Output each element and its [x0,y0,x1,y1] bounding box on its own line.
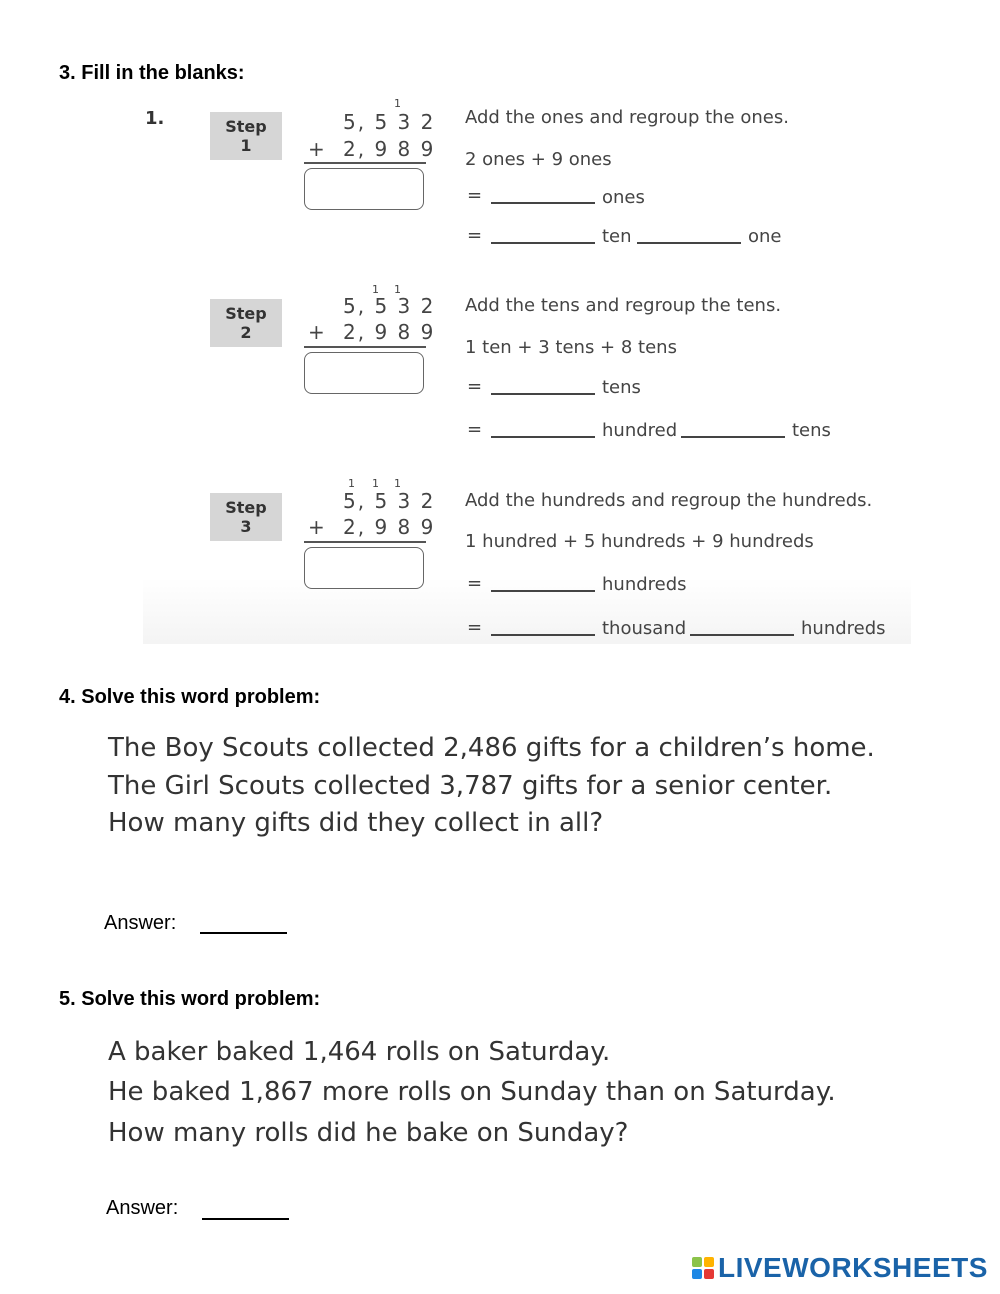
step-1-plus-sign: + [308,137,327,161]
answer-5-input[interactable] [202,1218,289,1220]
step-2-sum-rule [304,346,426,348]
step-3-expression: 1 hundred + 5 hundreds + 9 hundreds [465,531,814,552]
step-1-sum-rule [304,162,426,164]
step-1-equals-2: = [467,225,483,246]
step-2-plus-sign: + [308,320,327,344]
word-problem-5-line-1: A baker baked 1,464 rolls on Saturday. [108,1037,611,1067]
problem-number: 1. [145,108,165,129]
step-3-answer-box[interactable] [304,547,424,589]
step-2-equals-2: = [467,419,483,440]
step-3-unit-hundreds: hundreds [602,574,687,595]
word-problem-5-line-3: How many rolls did he bake on Sunday? [108,1118,629,1148]
step-3-blank-hundreds-2[interactable] [690,634,794,636]
step-3-carry-hundreds: 1 [372,477,379,490]
step-1-unit-one: one [748,226,782,247]
step-3-blank-hundreds[interactable] [491,590,595,592]
section-3-heading: 3. Fill in the blanks: [59,62,245,84]
step-2-blank-hundred[interactable] [491,436,595,438]
step-3-label: Step 3 [210,493,282,541]
step-2-unit-hundred: hundred [602,420,678,441]
step-1-blank-one[interactable] [637,242,741,244]
logo-square [692,1257,702,1267]
step-2-addend-1: 5, 5 3 2 [343,294,436,318]
step-3-carry-tens: 1 [394,477,401,490]
regrouping-panel [143,92,911,644]
logo-square [692,1269,702,1279]
step-2-blank-tens[interactable] [491,393,595,395]
step-1-blank-ten[interactable] [491,242,595,244]
step-2-carry-hundreds: 1 [372,283,379,296]
step-3-unit-thousand: thousand [602,618,687,639]
step-3-addend-2: 2, 9 8 9 [343,515,436,539]
step-2-addend-2: 2, 9 8 9 [343,320,436,344]
word-problem-4-line-1: The Boy Scouts collected 2,486 gifts for a children’s home. [108,733,875,763]
step-1-expression: 2 ones + 9 ones [465,149,612,170]
step-1-unit-ones: ones [602,187,645,208]
step-2-unit-tens: tens [602,377,641,398]
step-3-carry-thousands: 1 [348,477,355,490]
step-3-instruction: Add the hundreds and regroup the hundreds. [465,490,873,511]
logo-text: LIVEWORKSHEETS [718,1252,988,1283]
step-3-sum-rule [304,541,426,543]
step-2-equals-1: = [467,376,483,397]
step-1-unit-ten: ten [602,226,632,247]
step-1-instruction: Add the ones and regroup the ones. [465,107,789,128]
word-problem-5-line-2: He baked 1,867 more rolls on Sunday than on Saturday. [108,1077,836,1107]
step-1-addend-2: 2, 9 8 9 [343,137,436,161]
step-3-equals-2: = [467,617,483,638]
liveworksheets-logo [692,1252,988,1284]
step-2-expression: 1 ten + 3 tens + 8 tens [465,337,677,358]
step-1-blank-ones[interactable] [491,202,595,204]
answer-4-input[interactable] [200,932,287,934]
logo-square [704,1269,714,1279]
logo-grid-icon [692,1257,714,1279]
logo-square [704,1257,714,1267]
step-1-label: Step 1 [210,112,282,160]
step-3-blank-thousand[interactable] [491,634,595,636]
step-1-equals-1: = [467,185,483,206]
step-1-addend-1: 5, 5 3 2 [343,110,436,134]
step-2-label: Step 2 [210,299,282,347]
step-2-unit-tens-2: tens [792,420,831,441]
step-3-equals-1: = [467,573,483,594]
answer-4-label: Answer: [104,912,177,934]
step-2-instruction: Add the tens and regroup the tens. [465,295,782,316]
step-1-carry-tens: 1 [394,97,401,110]
word-problem-4-line-3: How many gifts did they collect in all? [108,808,604,838]
step-2-carry-tens: 1 [394,283,401,296]
step-1-answer-box[interactable] [304,168,424,210]
section-5-heading: 5. Solve this word problem: [59,988,321,1010]
step-2-answer-box[interactable] [304,352,424,394]
section-4-heading: 4. Solve this word problem: [59,686,321,708]
step-2-blank-tens-2[interactable] [681,436,785,438]
answer-5-label: Answer: [106,1197,179,1219]
step-3-plus-sign: + [308,515,327,539]
step-3-addend-1: 5, 5 3 2 [343,489,436,513]
step-3-unit-hundreds-2: hundreds [801,618,886,639]
word-problem-4-line-2: The Girl Scouts collected 3,787 gifts for a senior center. [108,771,833,801]
